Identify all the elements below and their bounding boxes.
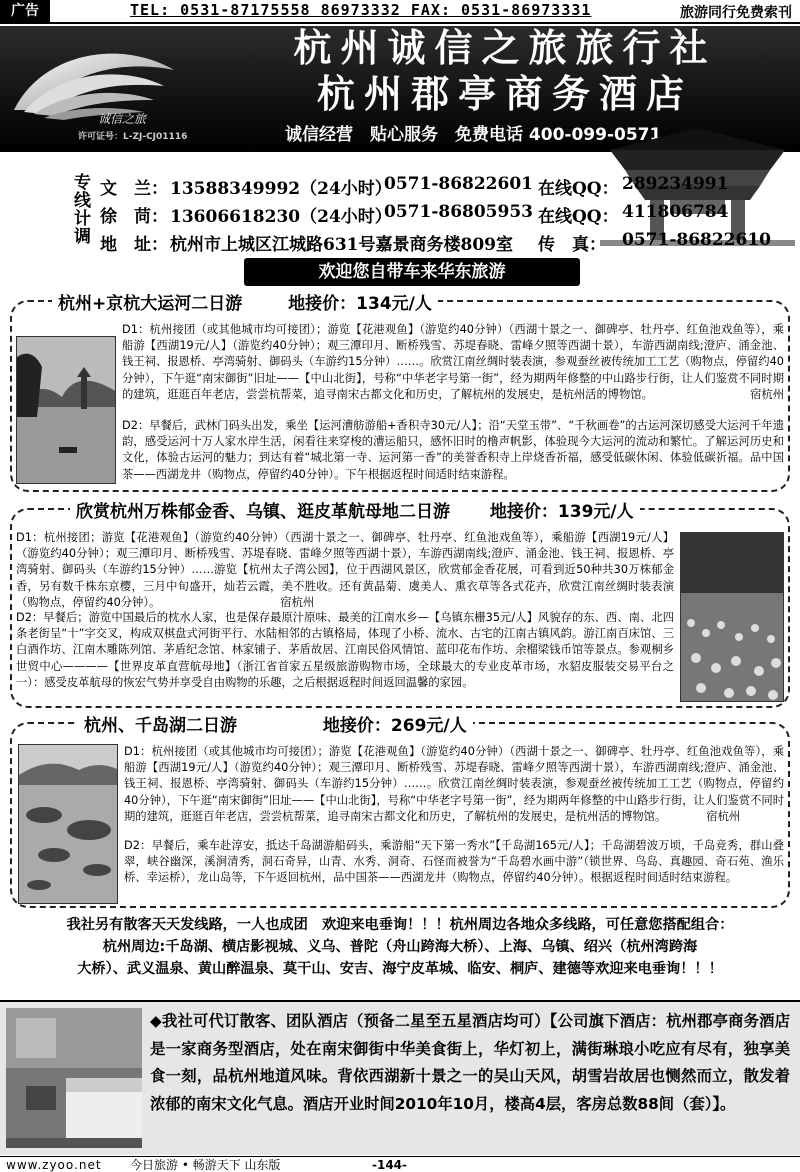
route-d2: D2：早餐后，武林门码头出发，乘坐【运河漕舫游船+香积寺30元/人】；沿“天堂玉带”、“千秋画卷”的古运河深切感受大运河千年遗韵，感受运河十万人家水岸生活，闲看往来穿梭的漕运船只，感怀旧时的橹声帆影，体验现今大运河的流动和繁忙。了解运河历史和文化，体验古运河的魅力；到达有着“城北第一寺、运河第一香”的美誉香积寺上岸烧香祈福，感受低碳休闲、体验低碳祈福。品中国茶——西湖龙井（购物点，停留约40分钟）。下午根据返程时间适时结束游程。 xyxy=(122,419,784,481)
contact-mobile: 13606618230（24小时） xyxy=(170,207,392,227)
pagoda-icon xyxy=(17,337,116,484)
contact-label: 文 兰： xyxy=(100,179,168,199)
route-title-text: 杭州+京杭大运河二日游 xyxy=(58,294,243,314)
extra-routes xyxy=(8,914,792,980)
logo-text: 诚信之旅 xyxy=(98,112,147,126)
contact-label: 徐 苘： xyxy=(100,207,168,227)
contact-phone: 0571-86805953 xyxy=(384,202,533,222)
route-title xyxy=(70,497,640,522)
top-right-note: 旅游同行免费索刊 xyxy=(680,5,792,21)
day1-text: D1：杭州接团（或其他城市均可接团）；游览【花港观鱼】（游览约40分钟）（西湖十景之一、御碑亭、牡丹亭、红鱼池戏鱼等），乘船游【西湖19元/人】（游览约40分钟）；观三潭印月、断桥残雪、苏堤春晓、雷峰夕照等西湖十景），车游西湖南线;澄庐、涌金池、钱王祠、报恩桥、亭湾骑射、御码头（车游约15分钟）……。欣赏江南丝绸时装表演，参观蚕丝被传统加工工艺（购物点，停留约40分钟），下午逛“南宋御街”旧址——【中山北街】，号称“中华老字号第一街”，经为期两年修整的中山路步行街，让人们鉴赏不同时期的建筑，逛逛百年老店，尝尝杭帮菜，追寻南宋古都文化和历史，了解杭州的发展史，是杭州活的博物馆。 xyxy=(124,745,784,823)
route-title xyxy=(52,289,438,314)
day1-text: D1：杭州接团；游览【花港观鱼】（游览约40分钟）（西湖十景之一、御碑亭、牡丹亭、红鱼池戏鱼等），乘船游【西湖19元/人】（游览约40分钟）；观三潭印月、断桥残雪、苏堤春晓、雷峰夕照等西湖十景），车游西湖南线;澄庐、涌金池、钱王祠、报恩桥、亭湾骑射、御码头（车游约15分钟）……游览【杭州太子湾公园】，位于西湖风景区，欣赏郁金香花展，可看到近50种共30万株郁金香，另有数千株东京樱，三月中旬盛开，灿若云霞，美不胜收。还有黄晶菊、虞美人、熏衣草等各式花卉，欣赏江南丝绸时装表演（购物点，停留约40分钟）。 xyxy=(16,531,674,609)
west-lake-photo xyxy=(16,336,116,484)
route-d1 xyxy=(124,744,784,825)
route-d1 xyxy=(16,530,674,611)
fax-label: 传 真： xyxy=(538,235,606,255)
page-number: -144- xyxy=(372,1158,408,1172)
price: 134元/人 xyxy=(356,294,432,314)
route-card-3 xyxy=(10,716,790,908)
qq-number[interactable]: 289234991 xyxy=(622,174,729,194)
price-label: 地接价： xyxy=(322,716,391,736)
day1-text: D1：杭州接团（或其他城市均可接团）；游览【花港观鱼】（游览约40分钟）（西湖十景之一、御碑亭、牡丹亭、红鱼池戏鱼等），乘船游【西湖19元/人】（游览约40分钟）；观三潭印月、断桥残雪、苏堤春晓、雷峰夕照等西湖十景），车游西湖南线;澄庐、涌金池、钱王祠、报恩桥、亭湾骑射、御码头（车游约15分钟）……。欣赏江南丝绸时装表演，参观蚕丝被传统加工工艺（购物点，停留约40分钟），下午逛“南宋御街”旧址——【中山北街】，号称“中华老字号第一街”，经为期两年修整的中山路步行街，让人们鉴赏不同时期的建筑，逛逛百年老店，尝尝杭帮菜，追寻南宋古都文化和历史，了解杭州的发展史，是杭州活的博物馆。 xyxy=(122,323,784,401)
qq-label: 在线QQ： xyxy=(538,179,619,199)
qiandao-lake-photo xyxy=(18,744,118,904)
route-d2: D2：早餐后；游览中国最后的枕水人家，也是保存最原汁原味、最美的江南水乡—【乌镇东栅35元/人】风貌存的东、西、南、北四条老街呈“十”字交叉，构成双棋盘式河街平行、水陆相邻的古镇格局，体现了小桥、流水、古宅的江南古镇风韵。游江南百床馆、三白酒作坊、江南木雕陈列馆、茅盾纪念馆、林家铺子、茅盾故居、江南民俗风情馆、蓝印花布作坊、余榴梁钱币馆等景点。参观桐乡世贸中心————【世界皮革直营航母地】（浙江省首家五星级旅游购物市场，全球最大的专业皮革市场，水貂皮服装交易平台之一）：感受皮革航母的恢宏气势并享受自由购物的乐趣，之后根据返程时间返回温馨的家园。 xyxy=(16,611,674,689)
route-title xyxy=(78,711,473,736)
stay-note: 宿杭州 xyxy=(280,595,315,609)
contact-mobile: 13588349992（24小时） xyxy=(170,179,392,199)
extra-line: 杭州周边:千岛湖、横店影视城、义乌、普陀（舟山跨海大桥）、上海、乌镇、绍兴（杭州湾跨海 xyxy=(102,939,698,955)
address-label: 地 址： xyxy=(100,235,168,255)
price: 139元/人 xyxy=(557,502,634,522)
route-title-text: 欣赏杭州万株郁金香、乌镇、逛皮革航母地二日游 xyxy=(76,502,450,522)
contact-block xyxy=(0,160,800,260)
footer-slogan: 今日旅游 • 畅游天下 山东版 xyxy=(130,1158,281,1172)
address: 杭州市上城区江城路631号嘉景商务楼809室 xyxy=(170,235,513,255)
hotel-ad xyxy=(0,1000,800,1155)
fax-number: 0571-86822610 xyxy=(622,230,771,250)
tulip-photo xyxy=(680,532,784,702)
hotel-name: 杭州郡亭商务酒店 xyxy=(316,71,693,116)
price-label: 地接价： xyxy=(489,502,558,522)
price-label: 地接价： xyxy=(288,294,357,314)
stay-note: 宿杭州 xyxy=(706,809,741,823)
china-pavilion-icon xyxy=(600,120,795,280)
route-d1 xyxy=(122,322,784,403)
agency-name: 杭州诚信之旅旅行社 xyxy=(293,25,717,70)
lake-islands-icon xyxy=(19,745,118,904)
hotel-ad-text: ◆我社可代订散客、团队酒店（预备二星至五星酒店均可）【公司旗下酒店：杭州郡亭商务酒店是一家商务型酒店，处在南宋御街中华美食街上，华灯初上，满街琳琅小吃应有尽有，独享美食一刻，品杭州地道风味。背依西湖新十景之一的吴山天风，胡雪岩故居也恻然而立，散发着浓郁的南宋文化气息。酒店开业时间2010年10月，楼高4层，客房总数88间（套）】。 xyxy=(150,1012,790,1113)
tulip-field-icon xyxy=(681,533,784,702)
welcome-banner: 欢迎您自带车来华东旅游 xyxy=(244,258,580,286)
qq-number[interactable]: 411806784 xyxy=(622,202,729,222)
hotel-room-photo xyxy=(6,1008,142,1148)
footer xyxy=(0,1156,800,1172)
top-strip xyxy=(0,0,800,24)
qq-label: 在线QQ： xyxy=(538,207,619,227)
slogan-hotline: 诚信经营 贴心服务 免费电话 400-099-0571 xyxy=(285,125,662,145)
route-title-text: 杭州、千岛湖二日游 xyxy=(84,716,237,736)
stay-note: 宿杭州 xyxy=(750,387,784,401)
price: 269元/人 xyxy=(390,716,467,736)
contact-phone: 0571-86822601 xyxy=(384,174,533,194)
hotel-bed-icon xyxy=(6,1008,142,1148)
license-number: 许可证号：L-ZJ-CJ01116 xyxy=(78,132,188,142)
ad-tag: 广告 xyxy=(0,0,50,22)
route-d2: D2：早餐后，乘车赴淳安，抵达千岛湖游船码头，乘游船“天下第一秀水”【千岛湖165元/人】；千岛湖碧波万顷，千岛竞秀，群山叠翠，峡谷幽深，溪涧清秀，洞石奇异，山青、水秀、洞奇、石怪而被誉为“千岛碧水画中游”（锁世界、鸟岛、真趣园、奇石苑、渔乐桥、幸运桥），龙山岛等，下午返回杭州，品中国茶——西湖龙井（购物点，停留约40分钟）。根据返程时间适时结束游程。 xyxy=(124,839,784,885)
route-card-1 xyxy=(10,294,790,492)
route-card-2 xyxy=(10,502,790,708)
extra-line: 大桥）、武义温泉、黄山醉温泉、莫干山、安吉、海宁皮革城、临安、桐庐、建德等欢迎来电垂询！！！ xyxy=(77,961,723,977)
top-contacts: TEL: 0531-87175558 86973332 FAX: 0531-86973331 xyxy=(130,1,592,19)
extra-line: 我社另有散客天天发线路，一人也成团 欢迎来电垂询！！！杭州周边各地众多线路，可任意您搭配组合： xyxy=(66,917,734,933)
footer-site[interactable]: www.zyoo.net xyxy=(6,1158,102,1172)
line-label: 专线计调 xyxy=(74,173,91,247)
